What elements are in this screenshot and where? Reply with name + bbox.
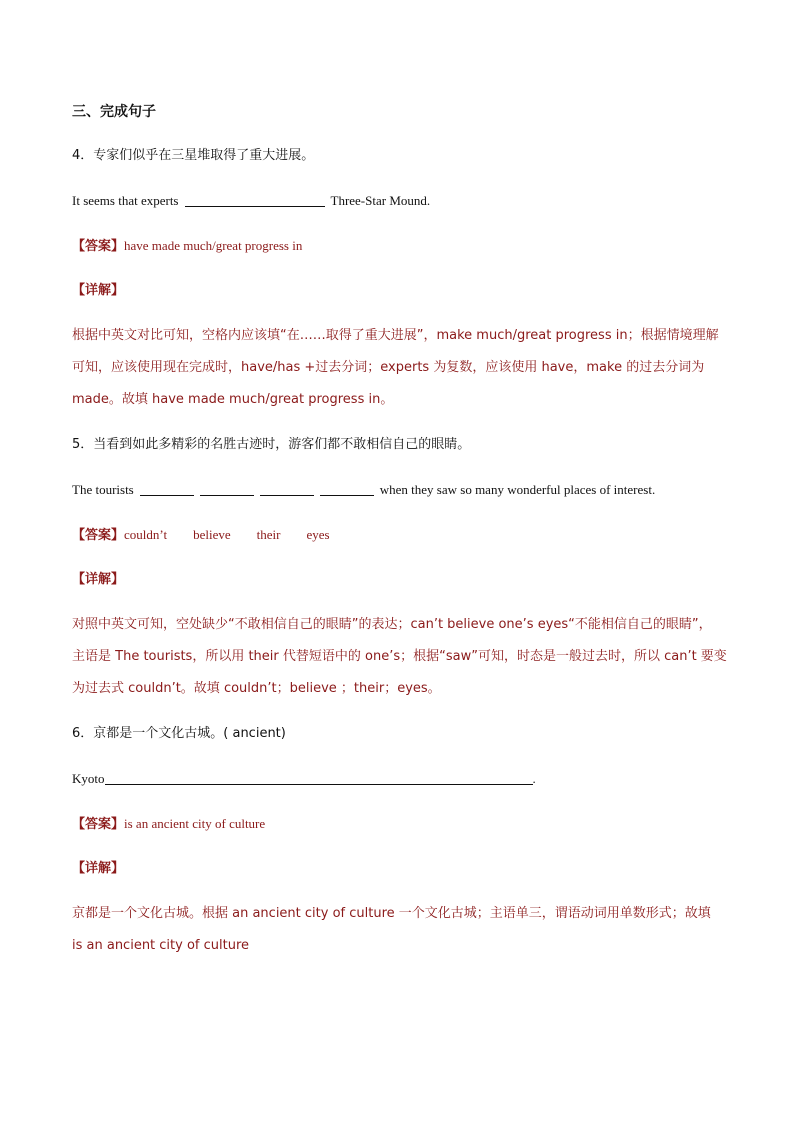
q4-blank[interactable]	[185, 193, 325, 207]
q6-answer-text: is an ancient city of culture	[124, 816, 266, 831]
q5-answer-word-4: eyes	[306, 527, 330, 542]
q4-sentence-before: It seems that experts	[72, 193, 179, 208]
q5-answer-word-3: their	[256, 527, 281, 542]
q5-blank-1[interactable]	[140, 482, 194, 496]
q4-detail-line-1: 根据中英文对比可知，空格内应该填“在……取得了重大进展”，make much/great progress in；根据情境理解	[72, 328, 719, 343]
q5-detail-tag: 【详解】	[72, 572, 125, 587]
q5-answer	[72, 526, 356, 545]
q4-prompt: 4．专家们似乎在三星堆取得了重大进展。	[72, 148, 315, 163]
q5-sentence-after: when they saw so many wonderful places of interest.	[379, 482, 656, 497]
q5-sentence-before: The tourists	[72, 482, 134, 497]
q4-sentence-after: Three-Star Mound.	[330, 193, 431, 208]
q5-detail-line-3: 为过去式 couldn’t。故填 couldn’t；believe ；their；eyes。	[72, 681, 441, 696]
q6-prompt: 6．京都是一个文化古城。( ancient)	[72, 726, 286, 741]
q4-sentence	[72, 192, 430, 210]
q4-detail-line-2: 可知，应该使用现在完成时，have/has +过去分词；experts 为复数，应该使用 have，make 的过去分词为	[72, 360, 705, 375]
q6-detail-line-2: is an ancient city of culture	[72, 938, 250, 953]
q6-detail-tag: 【详解】	[72, 861, 125, 876]
q4-answer-tag: 【答案】	[72, 239, 125, 254]
q6-blank[interactable]	[105, 771, 533, 785]
section-title: 三、完成句子	[72, 104, 156, 120]
q6-detail-line-1: 京都是一个文化古城。根据 an ancient city of culture 一个文化古城；主语单三，谓语动词用单数形式；故填	[72, 906, 711, 921]
q4-detail-line-3: made。故填 have made much/great progress in。	[72, 392, 394, 407]
q5-prompt: 5．当看到如此多精彩的名胜古迹时，游客们都不敢相信自己的眼睛。	[72, 437, 471, 452]
q4-answer-text: have made much/great progress in	[124, 238, 303, 253]
q5-answer-word-2: believe	[193, 527, 231, 542]
q6-sentence-before: Kyoto	[72, 771, 105, 786]
q6-sentence	[72, 770, 536, 788]
q4-answer	[72, 237, 302, 256]
q5-answer-word-1: couldn’t	[124, 527, 168, 542]
q6-sentence-after: .	[532, 771, 536, 786]
q5-detail-line-1: 对照中英文可知，空处缺少“不敢相信自己的眼睛”的表达；can’t believe one’s eyes“不能相信自己的眼睛”，	[72, 617, 712, 632]
q5-sentence	[72, 481, 655, 499]
q5-detail-line-2: 主语是 The tourists，所以用 their 代替短语中的 one’s；根据“saw”可知，时态是一般过去时，所以 can’t 要变	[72, 649, 727, 664]
q5-blank-4[interactable]	[320, 482, 374, 496]
q6-answer	[72, 815, 265, 834]
q5-blank-3[interactable]	[260, 482, 314, 496]
q4-detail-tag: 【详解】	[72, 283, 125, 298]
q5-answer-tag: 【答案】	[72, 528, 125, 543]
q6-answer-tag: 【答案】	[72, 817, 125, 832]
q5-blank-2[interactable]	[200, 482, 254, 496]
